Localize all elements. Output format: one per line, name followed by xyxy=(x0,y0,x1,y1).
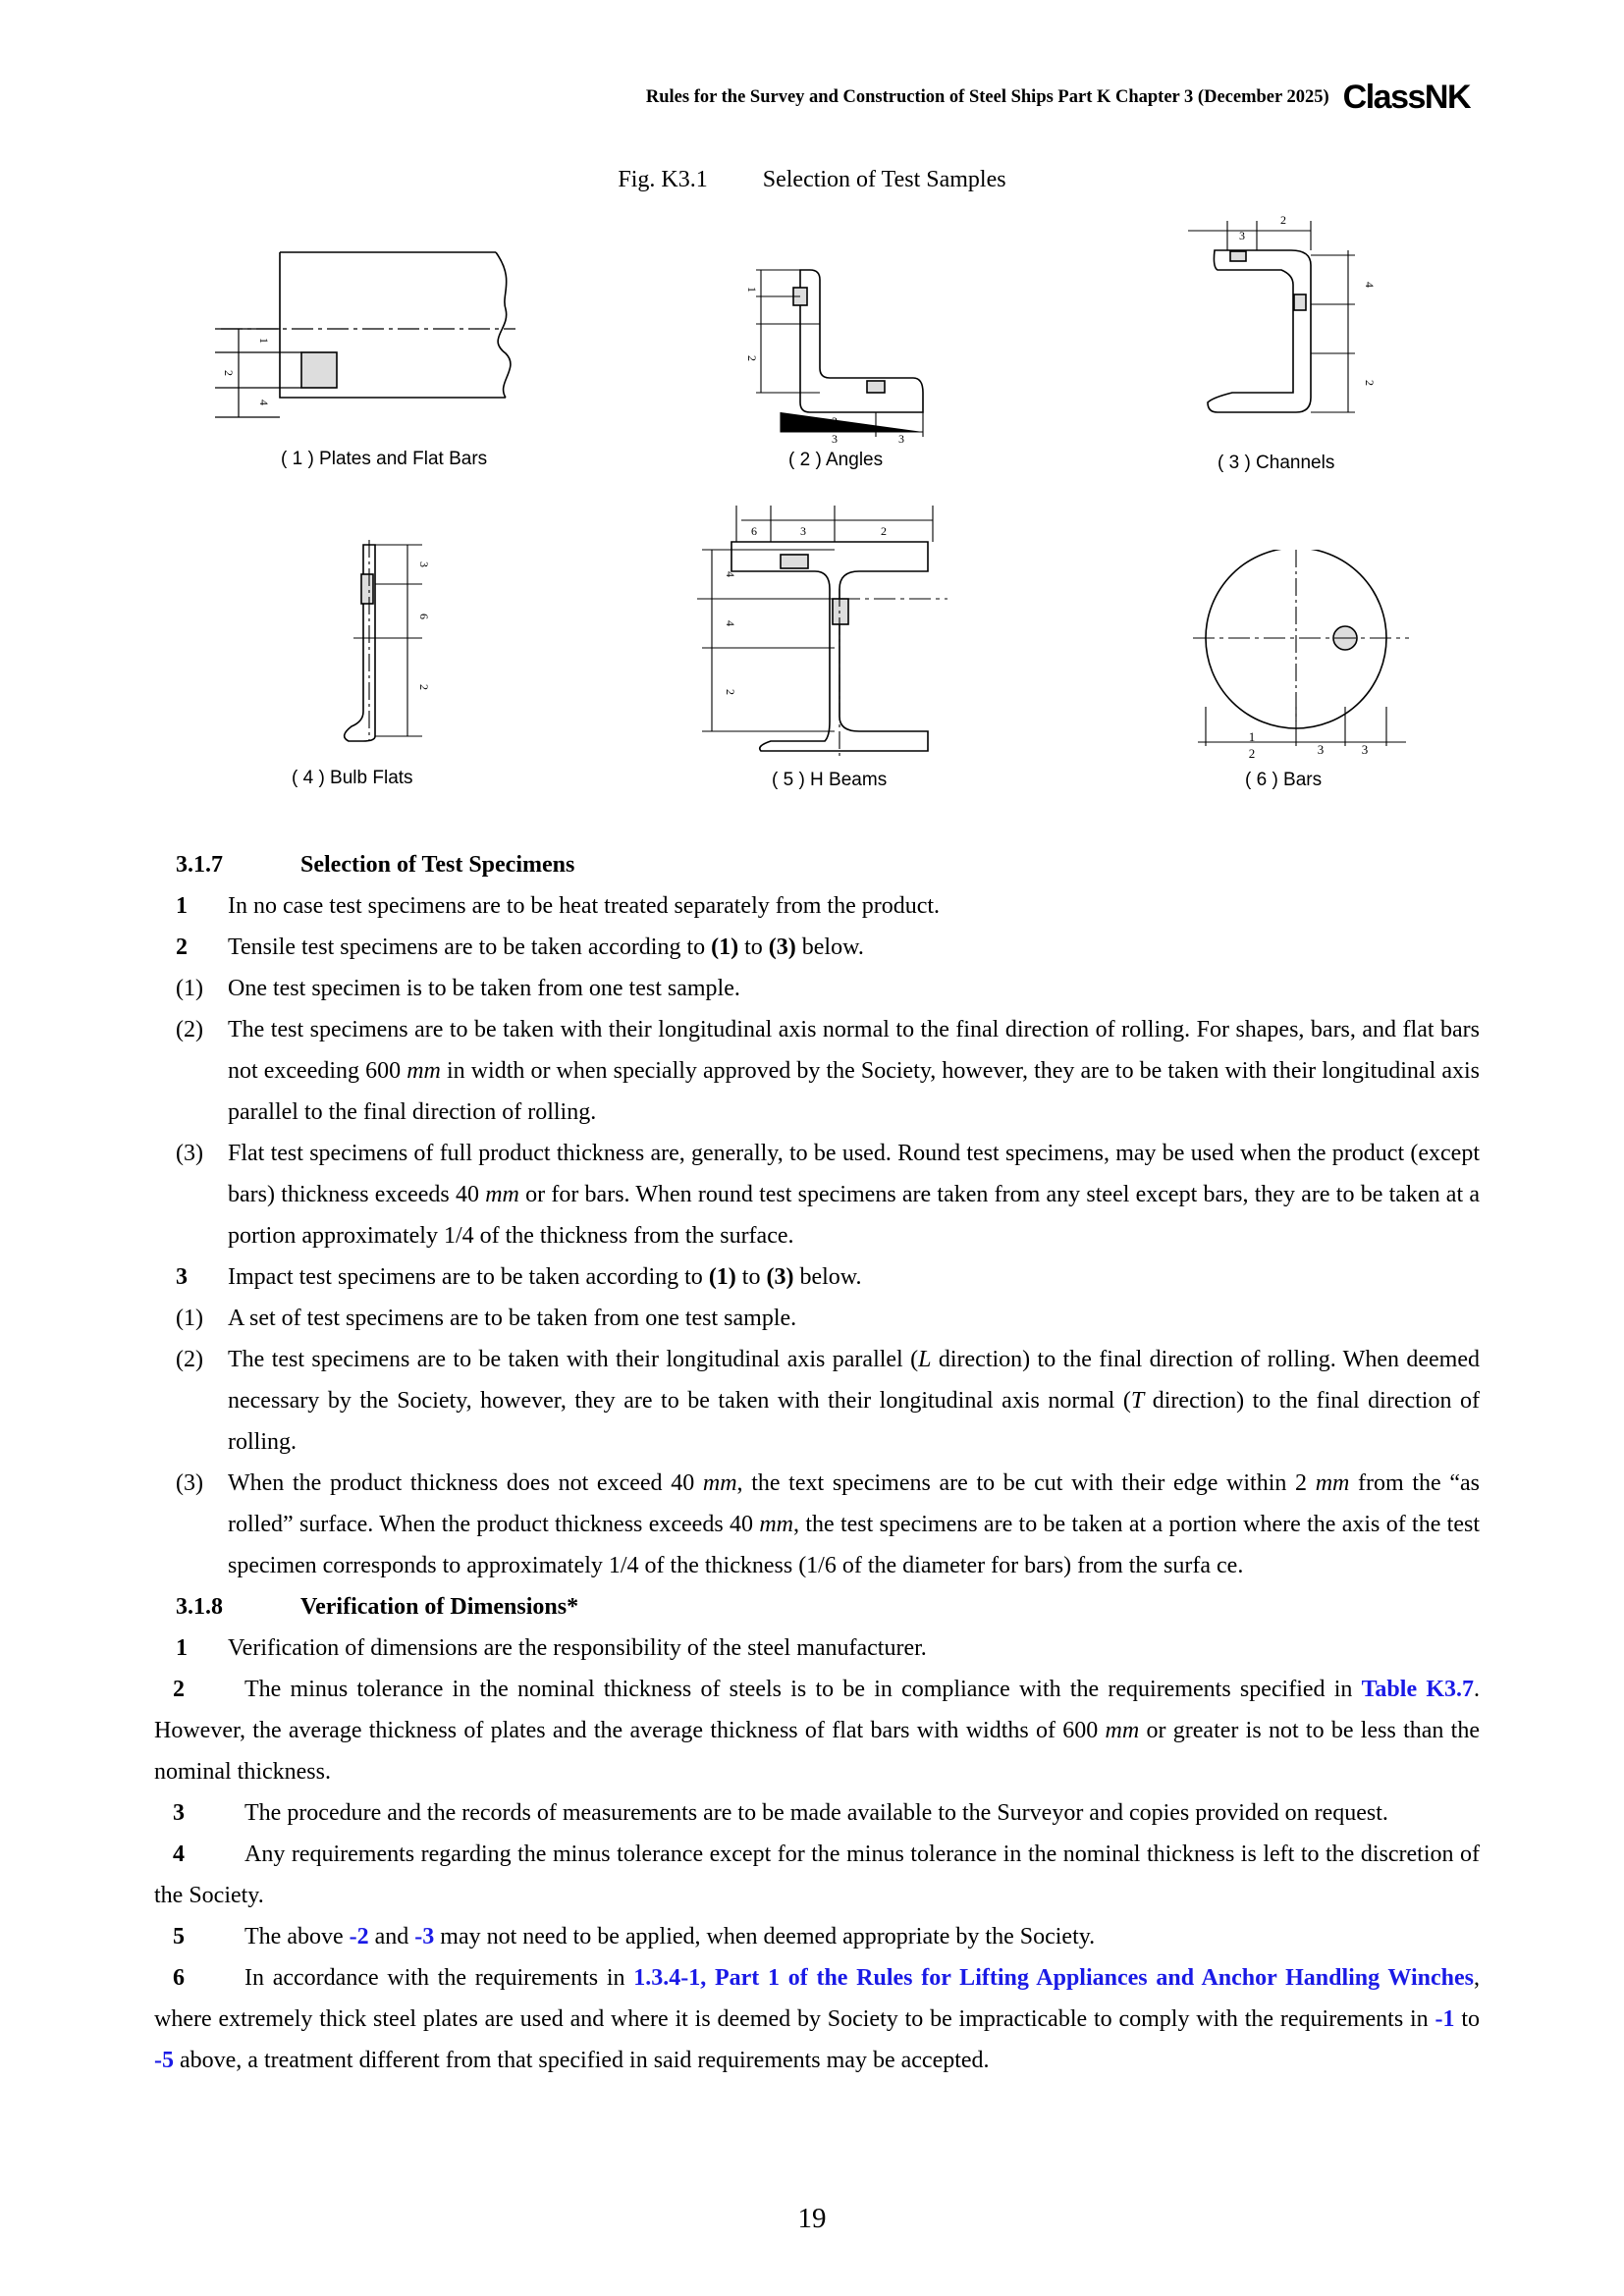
figure-title xyxy=(0,167,1624,193)
fraction-h2: 3 xyxy=(800,524,806,538)
fraction-a4: 3 xyxy=(832,432,838,446)
diagram-bulb-flats xyxy=(334,540,452,746)
paragraph-318-5: 5 The above -2 and -3 may not need to be applied, when deemed appropriate by the Society. xyxy=(173,1924,1096,1949)
caption-bulb-flats: ( 4 ) Bulb Flats xyxy=(292,768,413,788)
caption-bars: ( 6 ) Bars xyxy=(1245,770,1323,790)
fraction-a5: 3 xyxy=(898,432,904,446)
fraction-a3: 2 xyxy=(832,414,838,428)
fraction-r3: 3 xyxy=(1317,742,1325,757)
fraction-c4: 2 xyxy=(1363,380,1377,386)
fraction-b3: 2 xyxy=(417,684,431,690)
diagram-plates-flat-bars xyxy=(211,240,535,437)
item-317-2-3: (3) Flat test specimens of full product thickness are, generally, to be used. Round test specimens, may be used when the product (except bars) thickness exceeds 40 mm or for bars. When round test specimens are taken from any steel except bars, they are to be taken at a portion approximately 1/4 of the thickness from the surface. xyxy=(176,1141,1481,1249)
fraction-b1: 3 xyxy=(417,561,431,567)
fraction-c2: 2 xyxy=(1280,213,1286,227)
item-317-3-2: (2) The test specimens are to be taken with their longitudinal axis parallel (L direction) to the final direction of rolling. When deemed necessary by the Society, however, they are to be taken with their longitudinal axis normal (T direction) to the final direction of rolling. xyxy=(176,1347,1481,1455)
diagram-bars xyxy=(1178,550,1414,766)
item-317-3-3: (3) When the product thickness does not exceed 40 mm, the text specimens are to be cut with their edge within 2 mm from the “as rolled” surface. When the product thickness exceeds 40 mm, the test specimens are to be taken at a portion where the axis of the test specimen corresponds to approximately 1/4 of the thickness (1/6 of the diameter for bars) from the surfa ce. xyxy=(176,1470,1480,1578)
paragraph-317-3: 3 Impact test specimens are to be taken according to (1) to (3) below. xyxy=(176,1264,862,1290)
fraction-1-4b: 4 xyxy=(257,400,271,405)
fraction-a1: 1 xyxy=(745,287,759,293)
caption-plates-flat-bars: ( 1 ) Plates and Flat Bars xyxy=(281,449,488,469)
diagram-channels xyxy=(1173,206,1380,432)
fraction-r4: 3 xyxy=(1361,742,1369,757)
classnk-logo: ClassNK xyxy=(1342,79,1470,116)
page-number: 19 xyxy=(797,2203,827,2234)
item-317-2-1: (1) One test specimen is to be taken from one test sample. xyxy=(176,976,740,1001)
diagram-angles xyxy=(727,250,938,447)
paragraph-318-1: 1 Verification of dimensions are the responsibility of the steel manufacturer. xyxy=(176,1635,927,1661)
figure-number: Fig. K3.1 xyxy=(618,167,708,192)
link-minus-1[interactable]: -1 xyxy=(1435,2006,1455,2032)
fraction-a2: 2 xyxy=(745,355,759,361)
fraction-h4: 4 xyxy=(724,571,737,577)
section-heading-318: 3.1.8 Verification of Dimensions* xyxy=(176,1594,579,1620)
paragraph-318-4: 4 Any requirements regarding the minus tolerance except for the minus tolerance in the nominal thickness is left to the discretion of the Society. xyxy=(154,1842,1480,1908)
fraction-r1: 1 xyxy=(1248,729,1256,744)
fraction-h1: 6 xyxy=(751,524,757,538)
page-header xyxy=(646,79,1470,117)
header-title: Rules for the Survey and Construction of Steel Ships Part K Chapter 3 (December 2025) xyxy=(645,87,1329,107)
paragraph-317-2: 2 Tensile test specimens are to be taken according to (1) to (3) below. xyxy=(176,934,864,960)
item-317-3-1: (1) A set of test specimens are to be taken from one test sample. xyxy=(176,1306,797,1331)
body-text xyxy=(154,844,1481,2081)
fraction-h6: 2 xyxy=(724,689,737,695)
paragraph-318-2: 2 The minus tolerance in the nominal thickness of steels is to be in compliance with the requirements specified in Table K3.7. However, the average thickness of plates and the average thickness of flat bars with widths of 600 mm or greater is not to be less than the nominal thickness. xyxy=(154,1677,1480,1785)
paragraph-318-6: 6 In accordance with the requirements in 1.3.4-1, Part 1 of the Rules for Lifting Appliances and Anchor Handling Winches, where extremely thick steel plates are used and where it is deemed by Society to be impracticable to comply with the requirements in -1 to -5 above, a treatment different from that specified in said requirements may be accepted. xyxy=(154,1965,1481,2073)
fraction-1-2: 2 xyxy=(222,370,236,376)
paragraph-318-3: 3 The procedure and the records of measurements are to be made available to the Surveyor and copies provided on request. xyxy=(173,1800,1388,1826)
fraction-b2: 6 xyxy=(417,614,431,619)
section-heading-317: 3.1.7 Selection of Test Specimens xyxy=(176,852,575,878)
link-minus-5[interactable]: -5 xyxy=(154,2048,174,2073)
caption-h-beams: ( 5 ) H Beams xyxy=(772,770,888,790)
diagram-h-beams xyxy=(687,501,952,761)
fraction-r2: 2 xyxy=(1248,746,1256,761)
fraction-h3: 2 xyxy=(881,524,887,538)
paragraph-317-1: 1 In no case test specimens are to be heat treated separately from the product. xyxy=(176,893,941,919)
fraction-c3: 4 xyxy=(1363,282,1377,288)
caption-channels: ( 3 ) Channels xyxy=(1218,453,1335,473)
item-317-2-2: (2) The test specimens are to be taken with their longitudinal axis normal to the final direction of rolling. For shapes, bars, and flat bars not exceeding 600 mm in width or when specially approved by the Society, however, they are to be taken with their longitudinal axis parallel to the final direction of rolling. xyxy=(176,1017,1480,1125)
link-lifting-appliances-rules[interactable]: 1.3.4-1, Part 1 of the Rules for Lifting Appliances and Anchor Handling Winches xyxy=(633,1965,1475,1991)
link-minus-2[interactable]: -2 xyxy=(349,1924,369,1949)
fraction-c1: 3 xyxy=(1239,229,1245,242)
link-minus-3[interactable]: -3 xyxy=(414,1924,435,1949)
fraction-1-4: 1 xyxy=(257,338,271,344)
caption-angles: ( 2 ) Angles xyxy=(788,450,884,470)
fraction-h5: 4 xyxy=(724,620,737,626)
link-table-k3-7[interactable]: Table K3.7 xyxy=(1361,1677,1474,1702)
figure-caption: Selection of Test Samples xyxy=(762,167,1006,192)
